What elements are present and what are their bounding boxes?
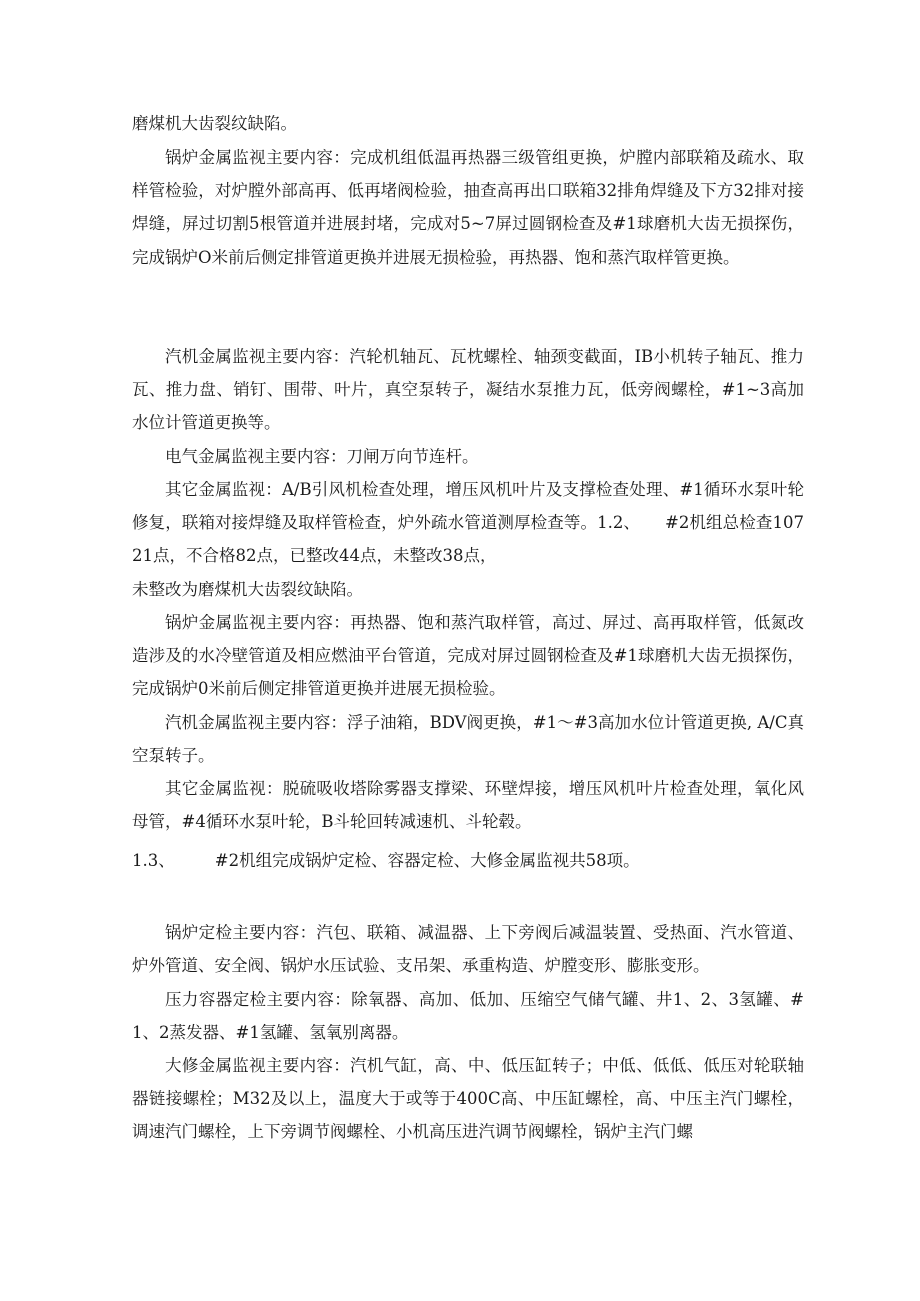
section-number: 1.3、	[132, 851, 175, 870]
paragraph-4: 电气金属监视主要内容：刀闸万向节连杆。	[165, 447, 479, 466]
paragraph-6: 未整改为磨煤机大齿裂纹缺陷。	[132, 580, 363, 599]
paragraph-5: 其它金属监视：A/B引风机检查处理，增压风机叶片及支撑检查处理、#1循环水泵叶轮修复，联箱对接焊缝及取样管检查，炉外疏水管道测厚检查等。1.2、 #2机组总检查10721点，不合格82点，已整改44点，未整改38点，	[132, 480, 804, 566]
paragraph-1: 磨煤机大齿裂纹缺陷。	[132, 114, 297, 133]
paragraph-2: 锅炉金属监视主要内容：完成机组低温再热器三级管组更换，炉膛内部联箱及疏水、取样管检验，对炉膛外部高再、低再堵阀检验，抽查高再出口联箱32排角焊缝及下方32排对接焊缝，屏过切割5根管道并进展封堵，完成对5~7屏过圆钢检查及#1球磨机大齿无损探伤，完成锅炉O米前后侧定排管道更换并进展无损检验，再热器、饱和蒸汽取样管更换。	[132, 148, 804, 267]
paragraph-11: 锅炉定检主要内容：汽包、联箱、减温器、上下旁阀后减温装置、受热面、汽水管道、炉外管道、安全阀、锅炉水压试验、支吊架、承重构造、炉膛变形、膨胀变形。	[132, 923, 804, 976]
paragraph-13: 大修金属监视主要内容：汽机气缸，高、中、低压缸转子；中低、低低、低压对轮联轴器链接螺栓；M32及以上，温度大于或等于400C高、中压缸螺栓，高、中压主汽门螺栓，调速汽门螺栓，上下旁调节阀螺栓、小机高压进汽调节阀螺栓，锅炉主汽门螺	[132, 1056, 804, 1142]
section-heading-1-3	[132, 844, 804, 877]
paragraph-12: 压力容器定检主要内容：除氧器、高加、低加、压缩空气储气罐、井1、2、3氢罐、#1、2蒸发器、#1氢罐、氢氧别离器。	[132, 990, 804, 1043]
paragraph-3: 汽机金属监视主要内容：汽轮机轴瓦、瓦枕螺栓、轴颈变截面，IB小机转子轴瓦、推力瓦、推力盘、销钉、围带、叶片，真空泵转子，凝结水泵推力瓦，低旁阀螺栓，#1~3高加水位计管道更换等。	[132, 347, 804, 433]
paragraph-9: 其它金属监视：脱硫吸收塔除雾器支撑梁、环壁焊接，增压风机叶片检查处理，氧化风母管，#4循环水泵叶轮，B斗轮回转减速机、斗轮毂。	[132, 779, 804, 832]
paragraph-8: 汽机金属监视主要内容：浮子油箱，BDV阀更换，#1～#3高加水位计管道更换, A/C真空泵转子。	[132, 713, 804, 766]
section-text: #2机组完成锅炉定检、容器定检、大修金属监视共58项。	[214, 851, 640, 870]
paragraph-7: 锅炉金属监视主要内容：再热器、饱和蒸汽取样管，高过、屏过、高再取样管，低氮改造涉及的水冷壁管道及相应燃油平台管道，完成对屏过圆钢检查及#1球磨机大齿无损探伤，完成锅炉0米前后侧定排管道更换并进展无损检验。	[132, 613, 804, 699]
